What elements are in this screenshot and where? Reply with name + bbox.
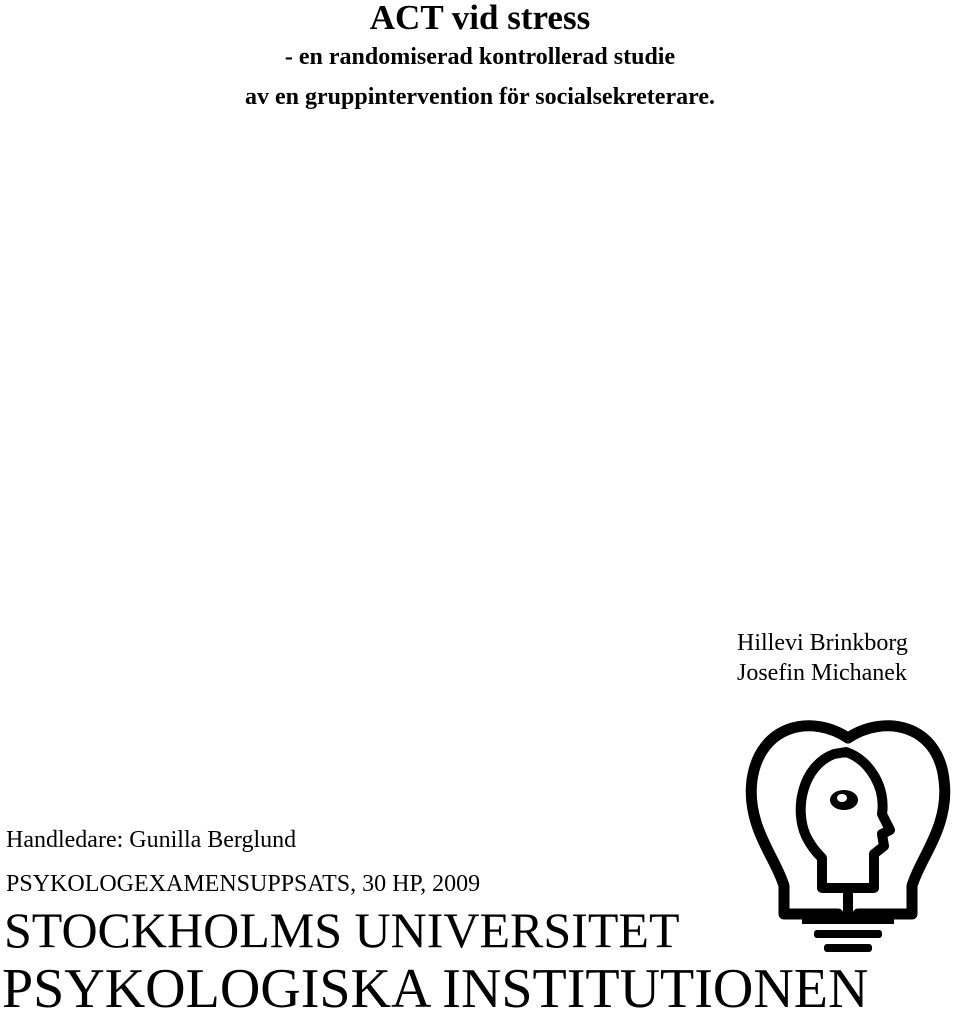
university-logo-icon: [742, 718, 954, 958]
document-subtitle-line-1: - en randomiserad kontrollerad studie: [284, 44, 676, 70]
author-name: Josefin Michanek: [737, 660, 907, 686]
institution-name: PSYKOLOGISKA INSTITUTIONEN: [2, 958, 869, 1020]
document-title: ACT vid stress: [369, 0, 591, 37]
university-name: STOCKHOLMS UNIVERSITET: [4, 902, 680, 958]
document-subtitle-line-2: av en gruppintervention för socialsekreterare.: [245, 84, 715, 110]
authors-block: [737, 628, 908, 688]
author-name: Hillevi Brinkborg: [737, 630, 908, 656]
supervisor-line: Handledare: Gunilla Berglund: [6, 827, 297, 853]
thesis-type-line: PSYKOLOGEXAMENSUPPSATS, 30 HP, 2009: [6, 871, 481, 897]
